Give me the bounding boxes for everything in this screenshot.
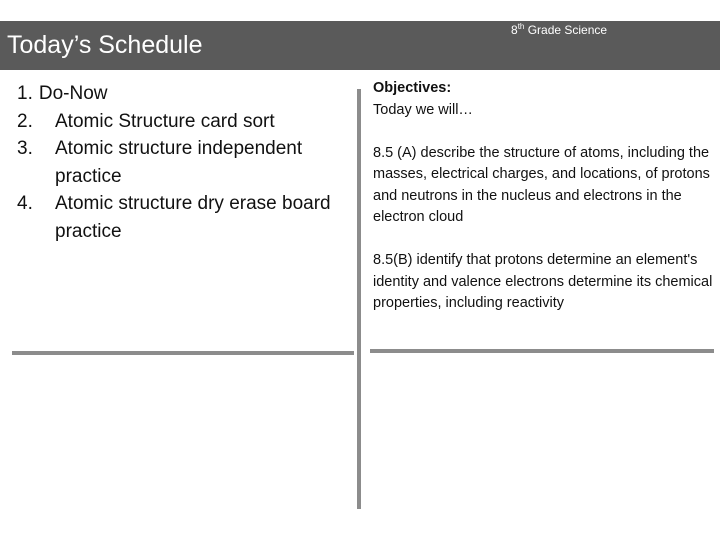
objectives-spacer xyxy=(373,229,713,251)
objective-item: 8.5 (A) describe the structure of atoms, including the masses, electrical charges, and locations, of protons and neutrons in the nucleus and electrons in the electron cloud xyxy=(373,144,710,225)
schedule-item xyxy=(17,190,347,245)
schedule-item-text: Atomic structure independent practice xyxy=(55,138,303,187)
schedule-item-number: 4. xyxy=(17,193,33,214)
grade-number: 8 xyxy=(511,23,518,37)
schedule-item xyxy=(17,80,347,108)
objectives-panel xyxy=(373,78,713,315)
objectives-spacer xyxy=(373,121,713,143)
right-horizontal-divider xyxy=(370,349,714,353)
page-title: Today’s Schedule xyxy=(7,31,203,59)
grade-subject: Grade Science xyxy=(524,23,608,37)
schedule-item-text: Atomic Structure card sort xyxy=(55,110,275,132)
schedule-item-number: 3. xyxy=(17,138,33,159)
objectives-heading: Objectives: xyxy=(373,80,452,96)
objective-item: 8.5(B) identify that protons determine an element's identity and valence electrons determine its chemical properties, including reactivity xyxy=(373,252,713,311)
grade-suffix: th xyxy=(517,22,525,31)
objectives-intro: Today we will… xyxy=(373,101,473,118)
schedule-item xyxy=(17,108,347,136)
left-horizontal-divider xyxy=(12,351,354,355)
grade-label xyxy=(511,22,607,38)
schedule-item-text: Atomic structure dry erase board practice xyxy=(55,193,331,242)
schedule-item xyxy=(17,135,347,190)
schedule-list xyxy=(17,80,347,245)
schedule-item-number: 1. xyxy=(17,83,33,104)
vertical-divider xyxy=(357,89,361,509)
schedule-item-number: 2. xyxy=(17,110,33,132)
schedule-item-text: Do-Now xyxy=(38,83,108,104)
